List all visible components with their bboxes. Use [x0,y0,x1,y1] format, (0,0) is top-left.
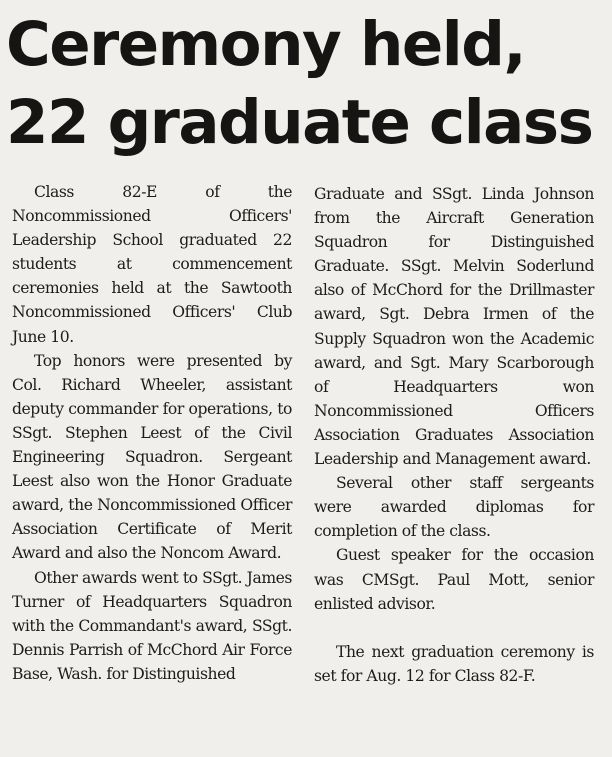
paragraph-next-graduation: The next graduation ceremony is set for Aug. 12 for Class 82-F. [314,642,594,685]
paragraph-top-honors: Top honors were presented by Col. Richard Wheeler, assistant deputy commander for operations, to SSgt. Stephen Leest of the Civil Engineering Squadron. Sergeant Leest also won the Honor Graduate award, the Noncommissioned Officer Association Certificate of Merit Award and also the Noncom Award. [12,351,292,563]
headline-line-2: 22 graduate class [6,87,593,158]
paragraph-guest-speaker: Guest speaker for the occasion was CMSgt. Paul Mott, senior enlisted advisor. [314,546,594,613]
paragraph-other-awards-continued: Graduate and SSgt. Linda Johnson from the Aircraft Generation Squadron for Distinguished Graduate. SSgt. Melvin Soderlund also of McChord for the Drillmaster award, Sgt. Debra Irmen of the Supply Squadron won the Academic award, and Sgt. Mary Scarborough of Headquarters won Noncommissioned Officers Association Graduates Association Leadership and Management award. [314,185,594,469]
article-column-right [314,182,594,688]
paragraph-diplomas: Several other staff sergeants were awarded diplomas for completion of the class. [314,474,594,541]
article-column-left [12,180,292,686]
paragraph-other-awards: Other awards went to SSgt. James Turner of Headquarters Squadron with the Commandant's award, SSgt. Dennis Parrish of McChord Air Force Base, Wash. for Distinguished [12,568,292,683]
headline-line-1: Ceremony held, [6,9,526,80]
article-headline [6,6,606,162]
paragraph-class-82e: Class 82-E of the Noncommissioned Officers' Leadership School graduated 22 students at commencement ceremonies held at the Sawtooth Noncommissioned Officers' Club June 10. [12,183,292,346]
